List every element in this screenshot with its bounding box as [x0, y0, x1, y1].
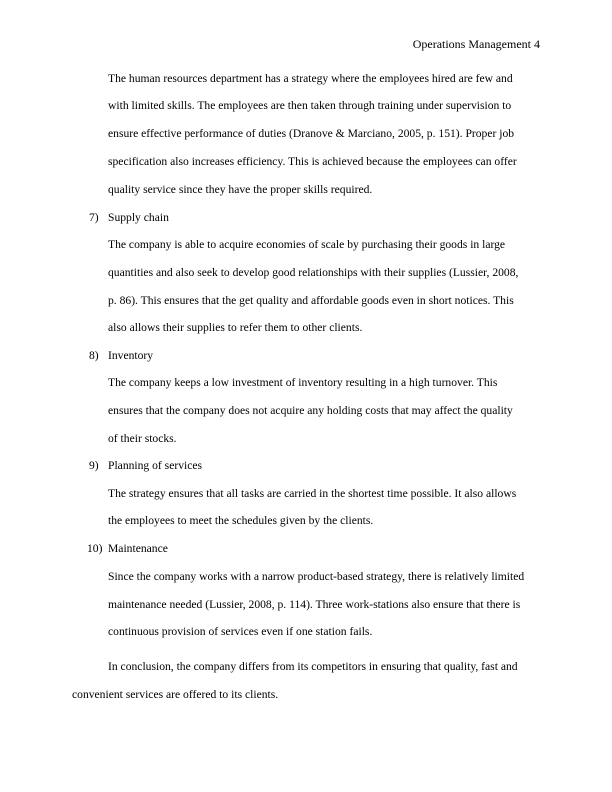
intro-line: The human resources department has a strategy where the employees hired are few and [108, 72, 513, 85]
list-number: 7) [89, 211, 99, 224]
section-line: Since the company works with a narrow product-based strategy, there is relatively limited [108, 570, 525, 583]
section-line: the employees to meet the schedules given by the clients. [108, 514, 374, 527]
intro-line: with limited skills. The employees are then taken through training under supervision to [108, 99, 512, 112]
section-line: p. 86). This ensures that the get quality and affordable goods even in short notices. This [108, 294, 514, 307]
section-line: maintenance needed (Lussier, 2008, p. 114). Three work-stations also ensure that there is [108, 598, 521, 611]
section-line: continuous provision of services even if one station fails. [108, 625, 373, 638]
intro-line: quality service since they have the proper skills required. [108, 183, 373, 196]
section-heading: Maintenance [108, 542, 168, 555]
section-line: quantities and also seek to develop good relationships with their supplies (Lussier, 2008, [108, 266, 519, 279]
intro-line: specification also increases efficiency. This is achieved because the employees can offer [108, 155, 517, 168]
section-line: The company keeps a low investment of inventory resulting in a high turnover. This [108, 376, 498, 389]
section-line: also allows their supplies to refer them to other clients. [108, 321, 363, 334]
conclusion-line: convenient services are offered to its clients. [72, 688, 279, 701]
intro-line: ensure effective performance of duties (Dranove & Marciano, 2005, p. 151). Proper job [108, 127, 515, 140]
running-head: Operations Management 4 [412, 37, 540, 51]
section-heading: Inventory [108, 349, 154, 362]
section-line: The company is able to acquire economies of scale by purchasing their goods in large [108, 238, 506, 251]
list-number: 10) [87, 542, 103, 555]
conclusion-line: In conclusion, the company differs from its competitors in ensuring that quality, fast and [108, 660, 518, 673]
section-line: ensures that the company does not acquire any holding costs that may affect the quality [108, 404, 513, 417]
section-heading: Planning of services [108, 459, 203, 472]
list-number: 8) [89, 349, 99, 362]
list-number: 9) [89, 459, 99, 472]
section-heading: Supply chain [108, 211, 169, 224]
section-line: The strategy ensures that all tasks are carried in the shortest time possible. It also allows [108, 487, 517, 500]
section-line: of their stocks. [108, 432, 177, 445]
